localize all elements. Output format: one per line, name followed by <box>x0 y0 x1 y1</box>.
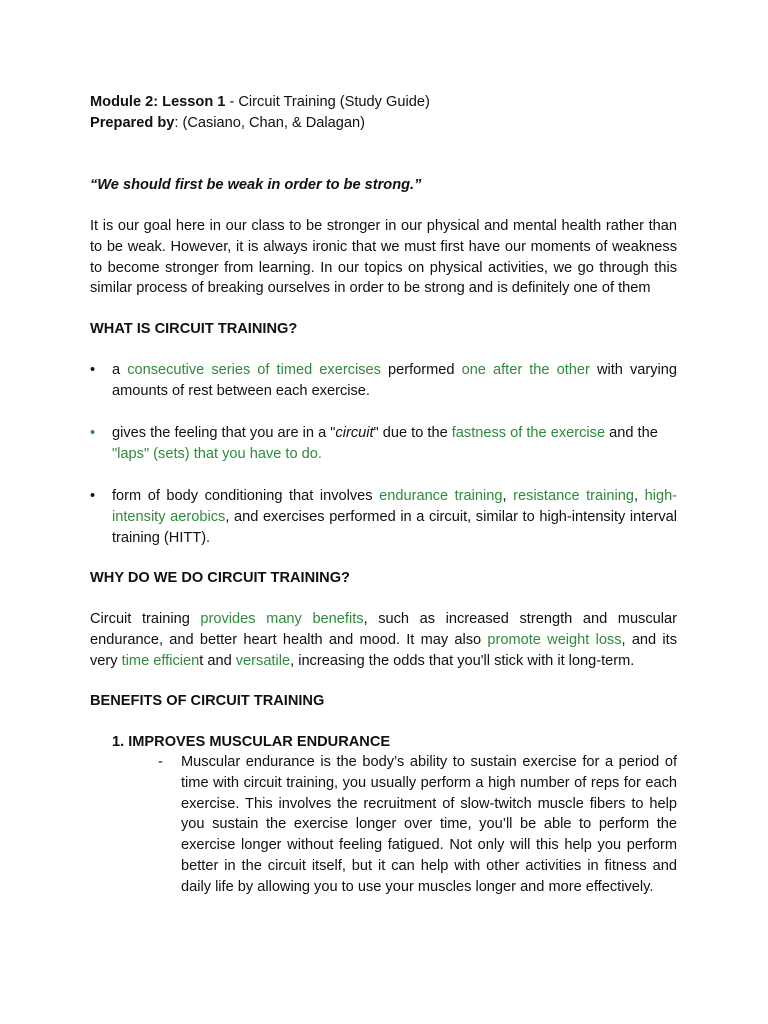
text-run: , increasing the odds that you'll stick with it long-term. <box>290 652 635 669</box>
text-run: and the <box>605 425 658 441</box>
prepared-by-line <box>90 113 677 134</box>
highlight-run: "laps" (sets) that you have to do. <box>112 445 322 462</box>
text-run: Circuit training <box>90 611 201 627</box>
highlight-run: consecutive series of timed exercises <box>127 362 381 378</box>
highlight-run: high-intensity aerobics <box>112 488 678 525</box>
highlight-run: versatile <box>235 652 291 669</box>
module-subtitle: - Circuit Training (Study Guide) <box>225 94 430 110</box>
intro-paragraph: It is our goal here in our class to be stronger in our physical and mental health rather than to be weak. However, it is always ironic that we must first have our moments of weakness to become stronger from learning. In our topics on physical activities, we go through this similar process of breaking ourselves in order to be strong and is definitely one of them <box>90 218 677 297</box>
dash-marker: - <box>158 754 163 770</box>
text-run: with varying amounts of rest between each exercise. <box>112 362 677 399</box>
text-run: t and <box>199 652 236 669</box>
text-run: , and its very <box>90 631 677 669</box>
highlight-run: promote weight loss <box>487 631 622 648</box>
bullet-marker: • <box>90 488 96 504</box>
bullet-marker: • <box>90 362 96 378</box>
italic-run: circuit <box>335 425 374 441</box>
prepared-label: Prepared by <box>90 115 175 131</box>
highlight-run: fastness of the exercise <box>451 425 606 441</box>
highlight-run: time efficien <box>121 652 200 669</box>
module-title-line <box>90 92 677 113</box>
why-paragraph <box>90 609 677 671</box>
text-run: performed <box>380 362 462 378</box>
bullet-marker: • <box>90 425 96 441</box>
muscular-endurance-text: Muscular endurance is the body’s ability to sustain exercise for a period of time with circuit training, you usually perform a high number of reps for each exercise. This involves the recruitment of slow-twitch muscle fibers to help you sustain the exercise longer over time, you’ll be able to perform the exercise longer without feeling fatigued. Not only will this help you perform better in the circuit itself, but it can help with other activities in fitness and daily life by allowing you to use your muscles longer and more effectively. <box>181 754 677 895</box>
module-label: Module 2: Lesson 1 <box>90 94 226 110</box>
bullet-text-3 <box>112 486 677 548</box>
section-heading-why: WHY DO WE DO CIRCUIT TRAINING? <box>90 570 350 586</box>
text-run: form of body conditioning that involves <box>112 488 380 504</box>
text-run: , and exercises performed in a circuit, similar to high-intensity interval training (HITT). <box>112 508 677 546</box>
bullet-text-2 <box>112 423 677 465</box>
quote: “We should first be weak in order to be strong.” <box>90 177 422 193</box>
numbered-item-1-title: 1. IMPROVES MUSCULAR ENDURANCE <box>112 734 391 750</box>
section-heading-benefits: BENEFITS OF CIRCUIT TRAINING <box>90 693 325 709</box>
highlight-run: provides many benefits <box>200 611 364 627</box>
text-run: , such as increased strength and muscular endurance, and better heart health and mood. It may also <box>90 611 677 648</box>
text-run: , <box>634 488 645 504</box>
section-heading-what-is: WHAT IS CIRCUIT TRAINING? <box>90 321 298 337</box>
bullet-text-1 <box>112 360 677 402</box>
highlight-run: resistance training <box>513 488 634 504</box>
highlight-run: endurance training <box>379 488 503 504</box>
text-run: , <box>502 488 514 504</box>
prepared-authors: : (Casiano, Chan, & Dalagan) <box>174 115 365 131</box>
text-run: gives the feeling that you are in a " <box>112 425 336 441</box>
text-run: a <box>112 362 128 378</box>
text-run: " due to the <box>373 425 452 441</box>
highlight-run: one after the other <box>461 362 590 378</box>
